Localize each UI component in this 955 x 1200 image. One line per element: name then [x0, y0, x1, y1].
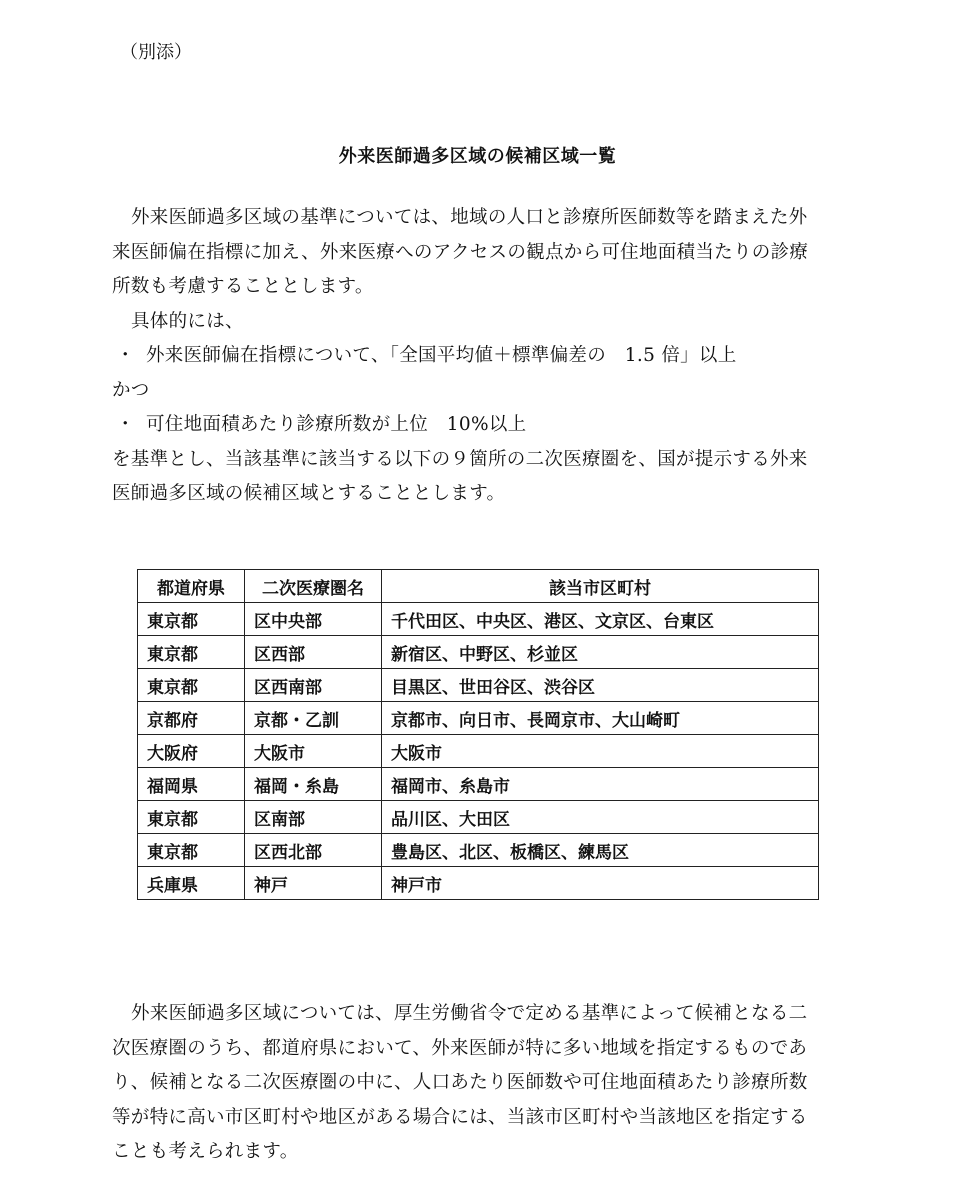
table-row: [138, 636, 819, 669]
header-municipalities: 該当市区町村: [382, 570, 819, 603]
criterion-text-1: 外来医師偏在指標について、「全国平均値＋標準偏差の 1.5 倍」以上: [146, 345, 737, 366]
intro-paragraph: [112, 201, 832, 512]
candidate-areas-table: [137, 569, 819, 900]
intro-line: 所数も考慮することとします。: [112, 276, 374, 297]
cell-medical-area: 京都・乙訓: [245, 702, 382, 735]
cell-municipalities: 神戸市: [382, 867, 819, 900]
cell-prefecture: 東京都: [138, 636, 245, 669]
table-row: [138, 801, 819, 834]
cell-prefecture: 東京都: [138, 801, 245, 834]
cell-prefecture: 福岡県: [138, 768, 245, 801]
cell-municipalities: 京都市、向日市、長岡京市、大山崎町: [382, 702, 819, 735]
cell-medical-area: 区西南部: [245, 669, 382, 702]
closing-line: 外来医師過多区域については、厚生労働省令で定める基準によって候補となる二: [131, 1003, 808, 1024]
cell-municipalities: 新宿区、中野区、杉並区: [382, 636, 819, 669]
table-row: [138, 768, 819, 801]
cell-prefecture: 兵庫県: [138, 867, 245, 900]
closing-line: 等が特に高い市区町村や地区がある場合には、当該市区町村や当該地区を指定する: [112, 1106, 808, 1128]
table-row: [138, 669, 819, 702]
cell-municipalities: 千代田区、中央区、港区、文京区、台東区: [382, 603, 819, 636]
table-row: [138, 834, 819, 867]
closing-line: り、候補となる二次医療圏の中に、人口あたり医師数や可住地面積あたり診療所数: [112, 1072, 808, 1093]
header-medical-area: 二次医療圏名: [245, 570, 382, 603]
attachment-label: （別添）: [120, 42, 192, 63]
conjunction-text: かつ: [112, 379, 150, 401]
cell-municipalities: 大阪市: [382, 735, 819, 768]
intro-line: 具体的には、: [131, 310, 244, 332]
bullet-icon: ・: [116, 345, 135, 366]
closing-paragraph: [112, 997, 832, 1170]
cell-medical-area: 区中央部: [245, 603, 382, 636]
cell-municipalities: 福岡市、糸島市: [382, 768, 819, 801]
cell-medical-area: 大阪市: [245, 735, 382, 768]
closing-line: ことも考えられます。: [112, 1141, 299, 1162]
table-row: [138, 867, 819, 900]
cell-municipalities: 豊島区、北区、板橋区、練馬区: [382, 834, 819, 867]
criterion-text-2: 可住地面積あたり診療所数が上位 10%以上: [146, 414, 527, 435]
cell-medical-area: 区西部: [245, 636, 382, 669]
cell-prefecture: 京都府: [138, 702, 245, 735]
bullet-icon: ・: [116, 414, 135, 435]
cell-medical-area: 福岡・糸島: [245, 768, 382, 801]
cell-municipalities: 目黒区、世田谷区、渋谷区: [382, 669, 819, 702]
table-body: [138, 603, 819, 900]
table-row: [138, 702, 819, 735]
cell-medical-area: 神戸: [245, 867, 382, 900]
closing-line: 次医療圏のうち、都道府県において、外来医師が特に多い地域を指定するものであ: [112, 1037, 808, 1059]
cell-municipalities: 品川区、大田区: [382, 801, 819, 834]
header-prefecture: 都道府県: [138, 570, 245, 603]
cell-medical-area: 区西北部: [245, 834, 382, 867]
cell-prefecture: 東京都: [138, 834, 245, 867]
cell-medical-area: 区南部: [245, 801, 382, 834]
intro-closing-line: を基準とし、当該基準に該当する以下の９箇所の二次医療圏を、国が提示する外来: [112, 448, 808, 470]
page-title: 外来医師過多区域の候補区域一覧: [338, 146, 617, 167]
table-row: [138, 735, 819, 768]
table-header-row: [138, 570, 819, 603]
cell-prefecture: 大阪府: [138, 735, 245, 768]
criterion-item-1: [112, 339, 832, 374]
cell-prefecture: 東京都: [138, 603, 245, 636]
areas-table: [137, 569, 819, 900]
cell-prefecture: 東京都: [138, 669, 245, 702]
intro-line: 外来医師過多区域の基準については、地域の人口と診療所医師数等を踏まえた外: [131, 207, 808, 228]
intro-closing-line: 医師過多区域の候補区域とすることとします。: [112, 483, 506, 504]
criterion-item-2: [112, 408, 832, 443]
intro-line: 来医師偏在指標に加え、外来医療へのアクセスの観点から可住地面積当たりの診療: [112, 241, 809, 263]
table-row: [138, 603, 819, 636]
